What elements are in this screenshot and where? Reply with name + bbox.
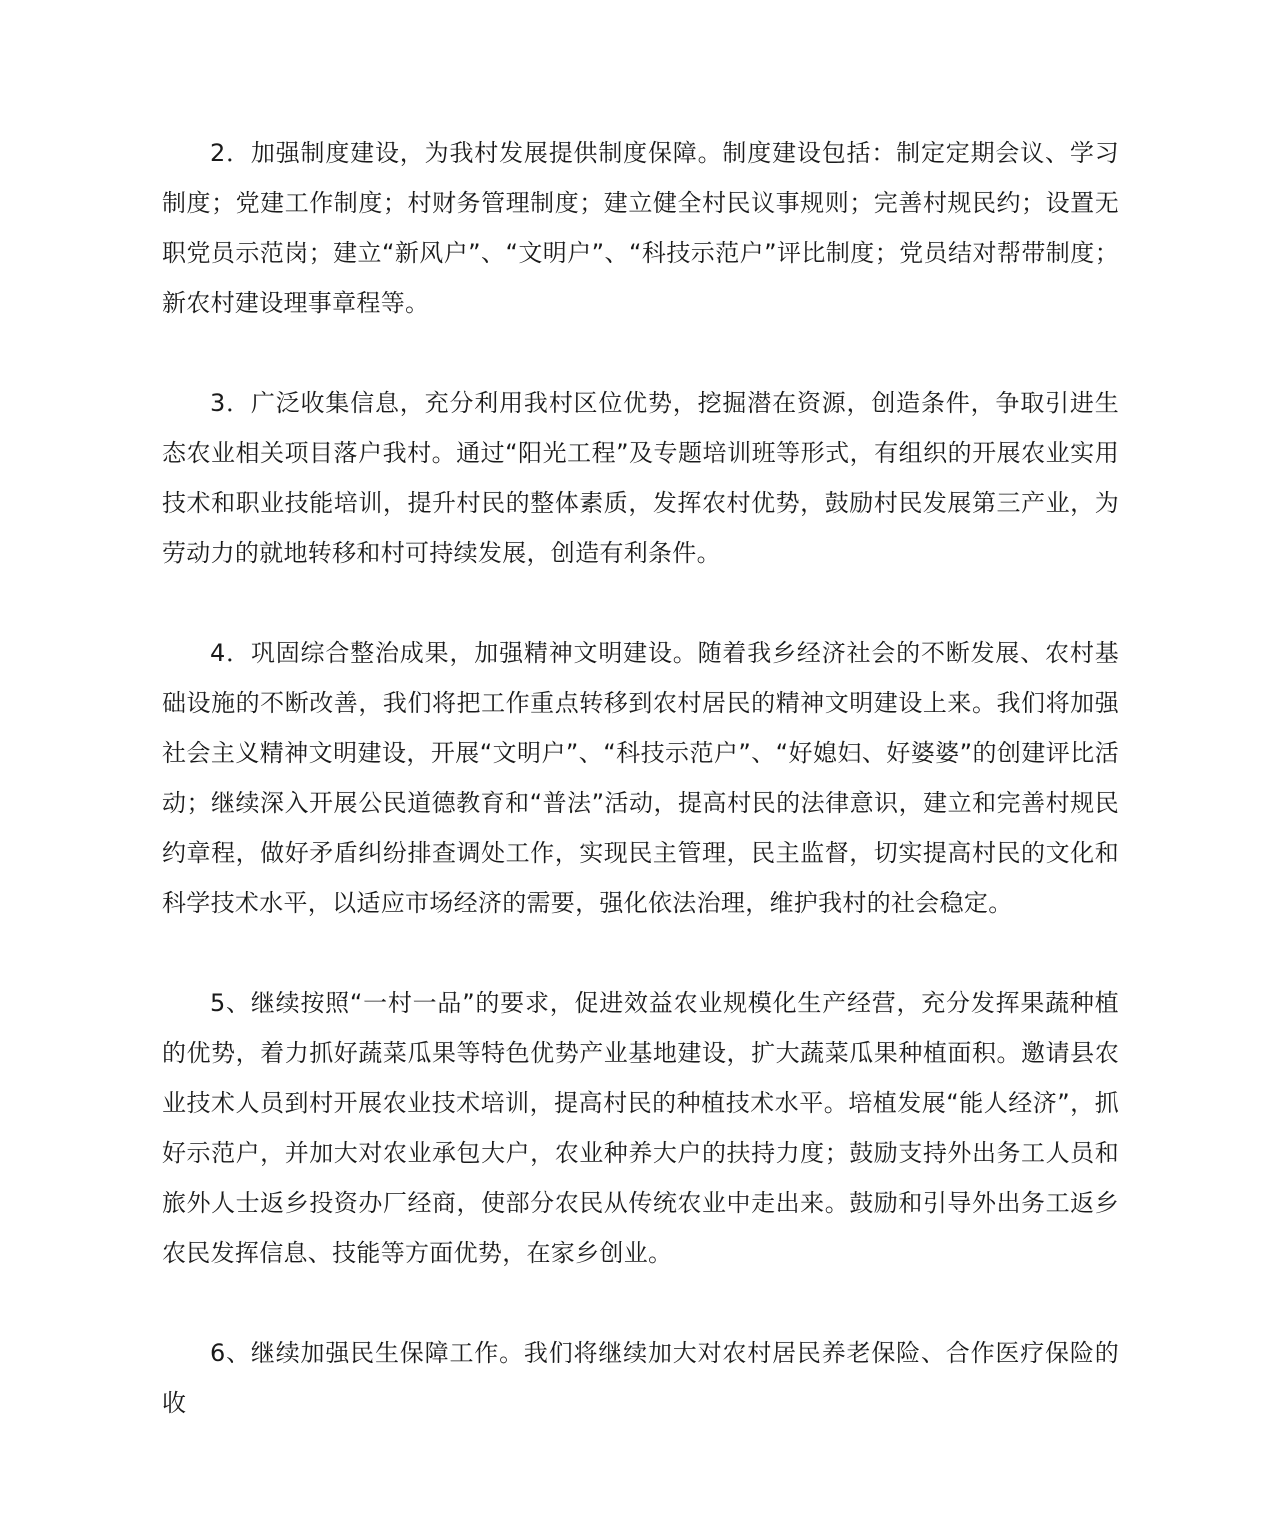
paragraph-6-livelihood-security: 6、继续加强民生保障工作。我们将继续加大对农村居民养老保险、合作医疗保险的收	[162, 1339, 1119, 1417]
paragraph-5-one-village-one-product: 5、继续按照“一村一品”的要求，促进效益农业规模化生产经营，充分发挥果蔬种植的优势，着力抓好蔬菜瓜果等特色优势产业基地建设，扩大蔬菜瓜果种植面积。邀请县农业技术人员到村开展农业技术培训，提高村民的种植技术水平。培植发展“能人经济”，抓好示范户，并加大对农业承包大户，农业种养大户的扶持力度；鼓励支持外出务工人员和旅外人士返乡投资办厂经商，使部分农民从传统农业中走出来。鼓励和引导外出务工返乡农民发挥信息、技能等方面优势，在家乡创业。	[162, 989, 1119, 1267]
paragraph-2-system-building: 2．加强制度建设，为我村发展提供制度保障。制度建设包括：制定定期会议、学习制度；党建工作制度；村财务管理制度；建立健全村民议事规则；完善村规民约；设置无职党员示范岗；建立“新风户”、“文明户”、“科技示范户”评比制度；党员结对帮带制度；新农村建设理事章程等。	[162, 139, 1119, 317]
paragraph-3-information-collection: 3．广泛收集信息，充分利用我村区位优势，挖掘潜在资源，创造条件，争取引进生态农业相关项目落户我村。通过“阳光工程”及专题培训班等形式，有组织的开展农业实用技术和职业技能培训，提升村民的整体素质，发挥农村优势，鼓励村民发展第三产业，为劳动力的就地转移和村可持续发展，创造有利条件。	[162, 389, 1119, 567]
paragraph-4-spiritual-civilization: 4．巩固综合整治成果，加强精神文明建设。随着我乡经济社会的不断发展、农村基础设施的不断改善，我们将把工作重点转移到农村居民的精神文明建设上来。我们将加强社会主义精神文明建设，开展“文明户”、“科技示范户”、“好媳妇、好婆婆”的创建评比活动；继续深入开展公民道德教育和“普法”活动，提高村民的法律意识，建立和完善村规民约章程，做好矛盾纠纷排查调处工作，实现民主管理，民主监督，切实提高村民的文化和科学技术水平，以适应市场经济的需要，强化依法治理，维护我村的社会稳定。	[162, 639, 1119, 917]
document-body	[162, 128, 1119, 1478]
